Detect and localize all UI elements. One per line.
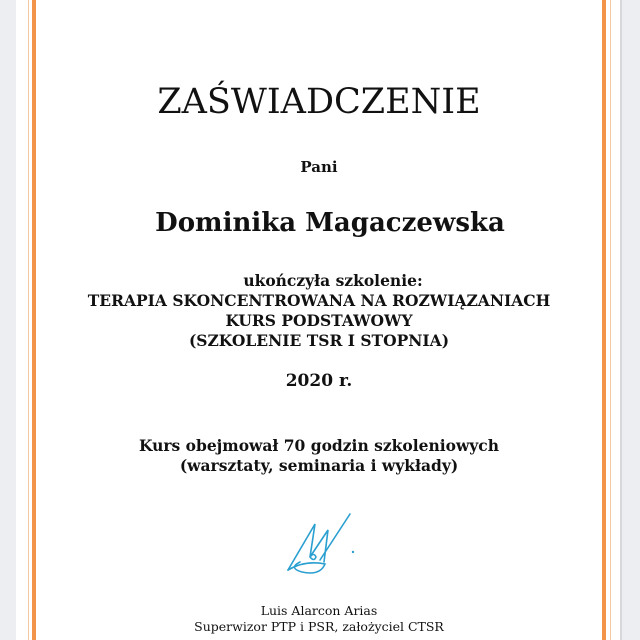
recipient-name: Dominika Magaczewska: [155, 208, 505, 238]
signer-name: Luis Alarcon Arias: [260, 603, 378, 618]
course-level: KURS PODSTAWOWY: [225, 311, 413, 330]
year: 2020 r.: [285, 371, 353, 391]
border-thin-right: [610, 0, 611, 640]
page-edge-right: [622, 0, 640, 640]
completed-label: ukończyła szkolenie:: [243, 271, 423, 290]
signature-image: [280, 512, 370, 582]
page-edge-left: [0, 0, 16, 640]
course-name: TERAPIA SKONCENTROWANA NA ROZWIĄZANIACH: [87, 291, 551, 310]
course-format: (warsztaty, seminaria i wykłady): [179, 456, 459, 475]
course-degree: (SZKOLENIE TSR I STOPNIA): [188, 331, 450, 350]
salutation: Pani: [300, 158, 338, 176]
certificate-title: ZAŚWIADCZENIE: [157, 82, 481, 122]
border-right: [602, 0, 606, 640]
signer-title: Superwizor PTP i PSR, założyciel CTSR: [194, 619, 444, 634]
page-edge-shadow: [620, 0, 622, 640]
course-hours: Kurs obejmował 70 godzin szkoleniowych: [138, 436, 500, 455]
border-thin-left: [28, 0, 29, 640]
